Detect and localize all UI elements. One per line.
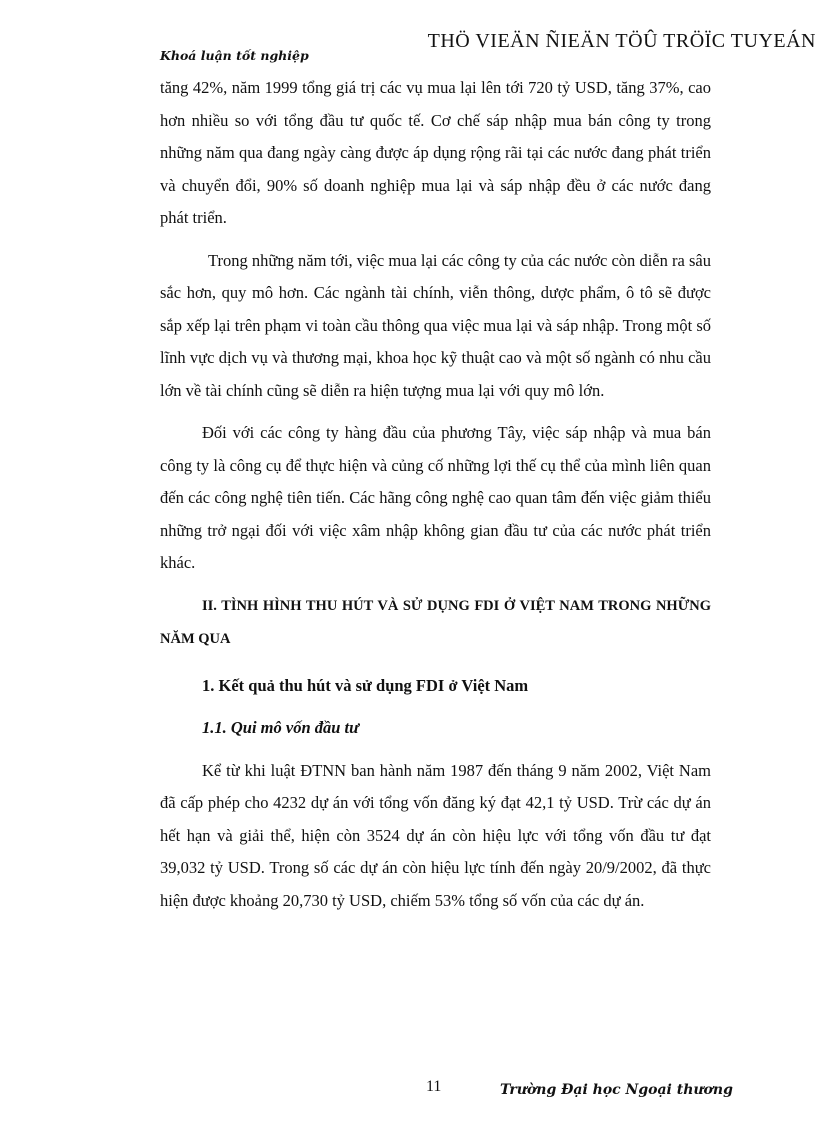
sub-heading: 1. Kết quả thu hút và sử dụng FDI ở Việt Nam <box>202 675 529 695</box>
paragraph: Trong những năm tới, việc mua lại các công ty của các nước còn diễn ra sâu sắc hơn, quy mô hơn. Các ngành tài chính, viễn thông, dược phẩm, ô tô sẽ được sắp xếp lại trên phạm vi toàn cầu thông qua việc mua lại và sáp nhập. Trong một số lĩnh vực dịch vụ và thương mại, khoa học kỹ thuật cao và một số ngành có nhu cầu lớn về tài chính cũng sẽ diễn ra hiện tượng mua lại với quy mô lớn. <box>160 250 711 400</box>
paragraph: tăng 42%, năm 1999 tổng giá trị các vụ mua lại lên tới 720 tỷ USD, tăng 37%, cao hơn nhiều so với tổng đầu tư quốc tế. Cơ chế sáp nhập mua bán công ty trong những năm qua đang ngày càng được áp dụng rộng rãi tại các nước đang phát triển và chuyển đổi, 90% số doanh nghiệp mua lại và sáp nhập đều ở các nước đang phát triển. <box>160 78 711 227</box>
subsub-heading: 1.1. Qui mô vốn đầu tư <box>202 718 360 737</box>
school-footer: Trường Đại học Ngoại thương <box>500 1082 733 1098</box>
paragraph: Kể từ khi luật ĐTNN ban hành năm 1987 đến tháng 9 năm 2002, Việt Nam đã cấp phép cho 4232 dự án với tổng vốn đăng ký đạt 42,1 tỷ USD. Trừ các dự án hết hạn và giải thể, hiện còn 3524 dự án còn hiệu lực với tổng vốn đầu tư đạt 39,032 tỷ USD. Trong số các dự án còn hiệu lực tính đến ngày 20/9/2002, đã thực hiện được khoảng 20,730 tỷ USD, chiếm 53% tổng số vốn của các dự án. <box>160 760 711 910</box>
section-heading: II. TÌNH HÌNH THU HÚT VÀ SỬ DỤNG FDI Ở VIỆT NAM TRONG NHỮNG NĂM QUA <box>160 597 711 647</box>
paragraph: Đối với các công ty hàng đầu của phương Tây, việc sáp nhập và mua bán công ty là công cụ để thực hiện và củng cố những lợi thế cụ thể của mình liên quan đến các công nghệ tiên tiến. Các hãng công nghệ cao quan tâm đến việc giảm thiểu những trở ngại đối với việc xâm nhập không gian đầu tư của các nước phát triển khác. <box>160 423 711 572</box>
page-content <box>160 72 711 927</box>
watermark-header: THÖ VIEÄN ÑIEÄN TÖÛ TRÖÏC TUYEÁN <box>427 30 816 52</box>
thesis-header: Khoá luận tốt nghiệp <box>160 48 309 63</box>
page-number: 11 <box>426 1078 442 1095</box>
